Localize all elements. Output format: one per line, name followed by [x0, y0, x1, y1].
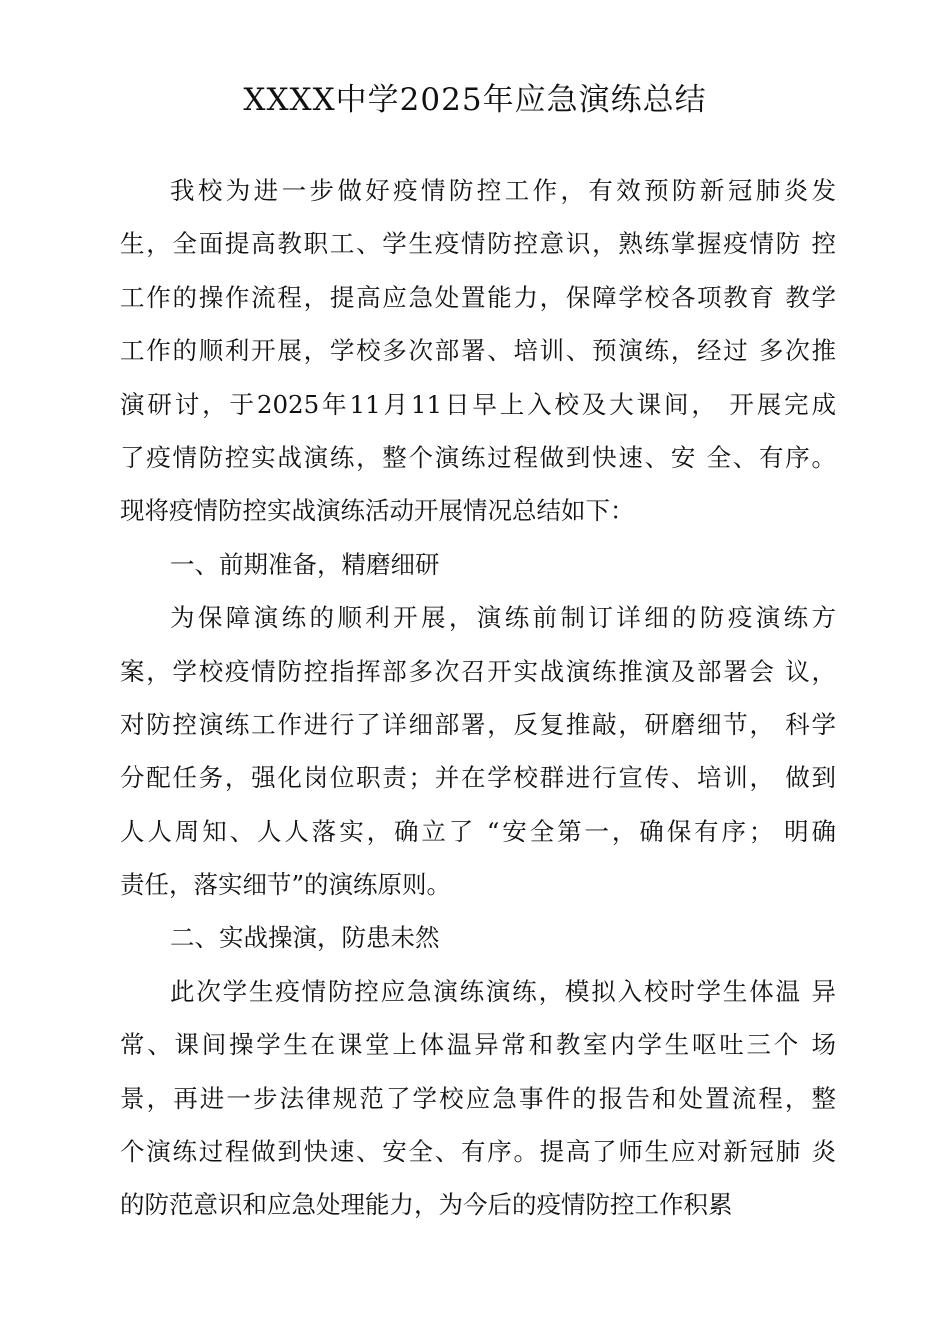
body-line: 此次学生疫情防控应急演练演练，模拟入校时学生体温 异: [170, 976, 836, 1006]
body-line: 分配任务，强化岗位职责；并在学校群进行宣传、培训， 做到: [120, 763, 836, 793]
body-line: 责任，落实细节”的演练原则。: [120, 870, 452, 900]
body-line: 一、前期准备，精磨细研: [170, 549, 440, 579]
body-line: 个演练过程做到快速、安全、有序。提高了师生应对新冠肺 炎: [120, 1137, 836, 1167]
body-line: 工作的操作流程，提高应急处置能力，保障学校各项教育 教学: [120, 282, 836, 312]
document-title: XXXX中学2025年应急演练总结: [243, 82, 707, 118]
body-line: 的防范意识和应急处理能力，为今后的疫情防控工作积累: [120, 1190, 733, 1220]
body-line: 我校为进一步做好疫情防控工作，有效预防新冠肺炎发: [170, 176, 836, 205]
body-line: 为保障演练的顺利开展，演练前制订详细的防疫演练方: [170, 603, 836, 633]
body-line: 案，学校疫情防控指挥部多次召开实战演练推演及部署会 议，: [120, 656, 836, 686]
body-line: 现将疫情防控实战演练活动开展情况总结如下：: [120, 496, 635, 526]
document-body: [120, 164, 836, 1232]
body-line: 常、课间操学生在课堂上体温异常和教室内学生呕吐三个 场: [120, 1030, 836, 1060]
body-line: 对防控演练工作进行了详细部署，反复推敲，研磨细节， 科学: [120, 709, 836, 739]
body-line: 演研讨，于2025年11月11日早上入校及大课间， 开展完成: [120, 389, 836, 419]
body-line: 人人周知、人人落实，确立了 “安全第一，确保有序； 明确: [120, 816, 836, 846]
body-line: 二、实战操演，防患未然: [170, 923, 440, 953]
body-line: 生，全面提高教职工、学生疫情防控意识，熟练掌握疫情防 控: [120, 229, 836, 259]
body-line: 了疫情防控实战演练，整个演练过程做到快速、安 全、有序。: [120, 442, 836, 472]
body-line: 景，再进一步法律规范了学校应急事件的报告和处置流程，整: [120, 1083, 836, 1113]
body-line: 工作的顺利开展，学校多次部署、培训、预演练，经过 多次推: [120, 336, 836, 366]
